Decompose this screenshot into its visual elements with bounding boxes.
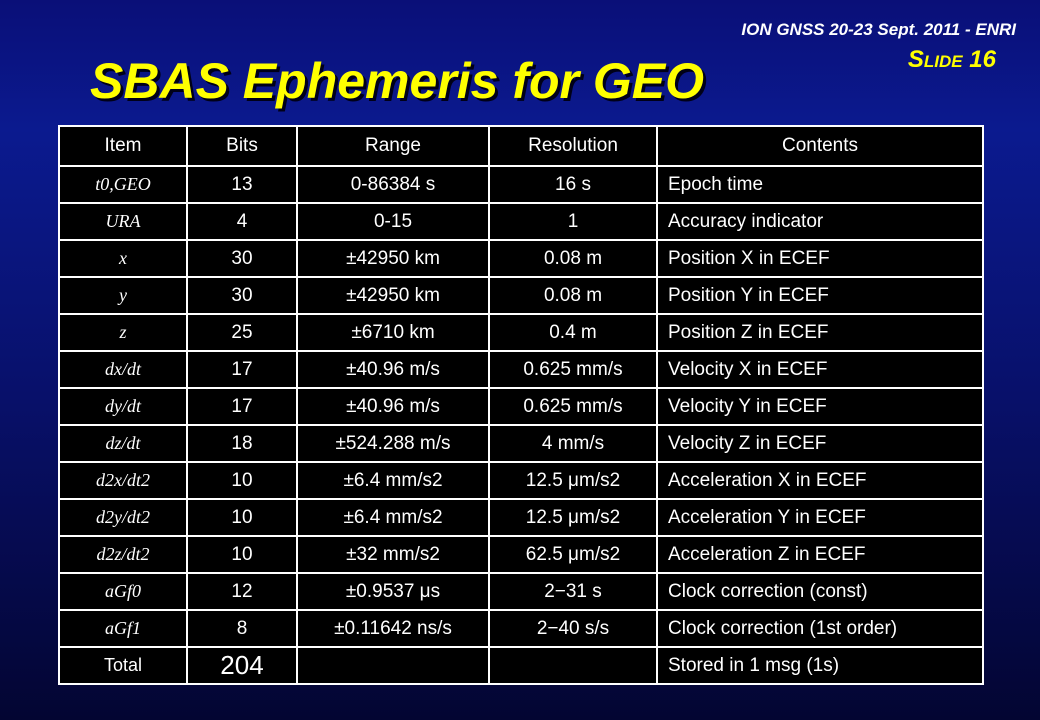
cell-item: aGf1 [59, 610, 187, 647]
table-row [59, 610, 983, 647]
table-row [59, 277, 983, 314]
cell-item: x [59, 240, 187, 277]
cell-resolution: 0.08 m [489, 277, 657, 314]
cell-bits: 13 [187, 166, 297, 203]
cell-bits: 18 [187, 425, 297, 462]
cell-bits: 10 [187, 499, 297, 536]
cell-item: Total [59, 647, 187, 684]
table-row [59, 166, 983, 203]
column-header-contents: Contents [657, 126, 983, 166]
cell-contents: Position Y in ECEF [657, 277, 983, 314]
cell-resolution: 16 s [489, 166, 657, 203]
cell-bits: 10 [187, 462, 297, 499]
cell-item: t0,GEO [59, 166, 187, 203]
cell-bits: 8 [187, 610, 297, 647]
column-header-item: Item [59, 126, 187, 166]
table-row [59, 314, 983, 351]
cell-contents: Acceleration Y in ECEF [657, 499, 983, 536]
slide-number: Slide 16 [907, 46, 996, 73]
cell-bits: 25 [187, 314, 297, 351]
cell-contents: Stored in 1 msg (1s) [657, 647, 983, 684]
cell-contents: Position X in ECEF [657, 240, 983, 277]
cell-range: ±40.96 m/s [297, 351, 489, 388]
cell-item: y [59, 277, 187, 314]
cell-resolution: 4 mm/s [489, 425, 657, 462]
cell-resolution: 12.5 μm/s2 [489, 462, 657, 499]
cell-range: ±32 mm/s2 [297, 536, 489, 573]
cell-resolution: 2−40 s/s [489, 610, 657, 647]
ephemeris-table [58, 125, 984, 685]
cell-bits: 204 [187, 647, 297, 684]
cell-range: ±6.4 mm/s2 [297, 499, 489, 536]
cell-bits: 17 [187, 388, 297, 425]
table-row [59, 462, 983, 499]
table-row [59, 425, 983, 462]
table-row [59, 499, 983, 536]
cell-resolution [489, 647, 657, 684]
cell-range: ±42950 km [297, 277, 489, 314]
cell-contents: Epoch time [657, 166, 983, 203]
cell-resolution: 0.625 mm/s [489, 351, 657, 388]
cell-range [297, 647, 489, 684]
cell-range: ±0.11642 ns/s [297, 610, 489, 647]
table-row [59, 536, 983, 573]
cell-bits: 10 [187, 536, 297, 573]
cell-range: 0-15 [297, 203, 489, 240]
column-header-bits: Bits [187, 126, 297, 166]
table-row [59, 388, 983, 425]
cell-resolution: 62.5 μm/s2 [489, 536, 657, 573]
cell-contents: Velocity X in ECEF [657, 351, 983, 388]
cell-resolution: 2−31 s [489, 573, 657, 610]
cell-range: ±42950 km [297, 240, 489, 277]
cell-contents: Acceleration X in ECEF [657, 462, 983, 499]
table-row [59, 240, 983, 277]
column-header-resolution: Resolution [489, 126, 657, 166]
cell-item: dy/dt [59, 388, 187, 425]
cell-resolution: 0.625 mm/s [489, 388, 657, 425]
page-title: SBAS Ephemeris for GEO [90, 53, 705, 109]
cell-item: d2y/dt2 [59, 499, 187, 536]
cell-item: dz/dt [59, 425, 187, 462]
cell-contents: Position Z in ECEF [657, 314, 983, 351]
cell-bits: 30 [187, 240, 297, 277]
cell-bits: 30 [187, 277, 297, 314]
cell-resolution: 1 [489, 203, 657, 240]
cell-range: ±0.9537 μs [297, 573, 489, 610]
table-row [59, 203, 983, 240]
cell-resolution: 12.5 μm/s2 [489, 499, 657, 536]
cell-item: z [59, 314, 187, 351]
cell-range: 0-86384 s [297, 166, 489, 203]
table-body [59, 166, 983, 684]
cell-contents: Accuracy indicator [657, 203, 983, 240]
cell-contents: Clock correction (const) [657, 573, 983, 610]
conference-label: ION GNSS 20-23 Sept. 2011 - ENRI [741, 20, 1016, 39]
cell-item: dx/dt [59, 351, 187, 388]
cell-range: ±6.4 mm/s2 [297, 462, 489, 499]
cell-contents: Acceleration Z in ECEF [657, 536, 983, 573]
cell-range: ±6710 km [297, 314, 489, 351]
table-row [59, 351, 983, 388]
cell-item: URA [59, 203, 187, 240]
column-header-range: Range [297, 126, 489, 166]
cell-item: d2x/dt2 [59, 462, 187, 499]
cell-contents: Velocity Z in ECEF [657, 425, 983, 462]
cell-contents: Clock correction (1st order) [657, 610, 983, 647]
cell-bits: 12 [187, 573, 297, 610]
cell-item: aGf0 [59, 573, 187, 610]
cell-resolution: 0.08 m [489, 240, 657, 277]
table-total-row [59, 647, 983, 684]
cell-item: d2z/dt2 [59, 536, 187, 573]
cell-contents: Velocity Y in ECEF [657, 388, 983, 425]
cell-range: ±40.96 m/s [297, 388, 489, 425]
cell-bits: 17 [187, 351, 297, 388]
table-header-row [59, 126, 983, 166]
cell-range: ±524.288 m/s [297, 425, 489, 462]
cell-resolution: 0.4 m [489, 314, 657, 351]
table-row [59, 573, 983, 610]
cell-bits: 4 [187, 203, 297, 240]
